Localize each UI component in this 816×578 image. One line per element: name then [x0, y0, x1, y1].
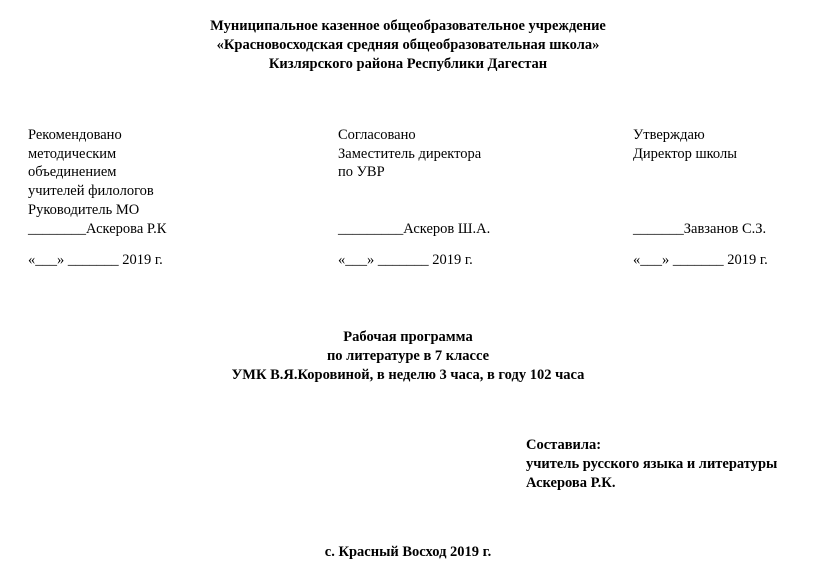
agreed-line: Заместитель директора: [338, 145, 482, 162]
author-line: учитель русского языка и литературы: [526, 456, 778, 472]
spacer: [633, 238, 768, 251]
title-line: по литературе в 7 классе: [326, 348, 490, 364]
author-block: [526, 436, 777, 493]
agreed-line: [338, 182, 490, 201]
title-line: УМК В.Я.Коровиной, в неделю 3 часа, в году 102 часа: [231, 367, 585, 383]
agreed-line: Согласовано: [338, 127, 416, 143]
approved-line: [633, 201, 768, 220]
approved-signature: _______Завзанов С.З.: [633, 220, 767, 237]
author-line: Составила:: [526, 437, 602, 453]
place-year-footer: с. Красный Восход 2019 г.: [324, 544, 492, 560]
approved-line: [633, 163, 768, 182]
title-line: Рабочая программа: [343, 329, 473, 345]
agreed-line: по УВР: [338, 164, 385, 181]
recommended-date: «___» _______ 2019 г.: [28, 252, 163, 269]
approved-date: «___» _______ 2019 г.: [633, 252, 768, 269]
recommended-line: объединением: [28, 164, 117, 181]
header-line: «Красновосходская средняя общеобразовательная школа»: [216, 37, 600, 53]
header-line: Кизлярского района Республики Дагестан: [268, 56, 548, 72]
recommended-line: учителей филологов: [28, 183, 154, 200]
agreed-line: [338, 201, 490, 220]
approved-line: Директор школы: [633, 145, 737, 162]
approved-line: Утверждаю: [633, 127, 705, 143]
spacer: [338, 238, 490, 251]
agreed-signature: _________Аскеров Ш.А.: [338, 220, 491, 237]
recommended-line: Руководитель МО: [28, 201, 140, 218]
agreed-block: [338, 126, 490, 270]
approved-line: [633, 182, 768, 201]
recommended-line: методическим: [28, 145, 117, 162]
agreed-date: «___» _______ 2019 г.: [338, 252, 473, 269]
author-line: Аскерова Р.К.: [526, 475, 616, 491]
approved-block: [633, 126, 768, 270]
recommended-signature: ________Аскерова Р.К: [28, 220, 167, 237]
spacer: [28, 238, 166, 251]
program-title: [0, 328, 816, 385]
institution-header: [0, 17, 816, 74]
recommended-block: [28, 126, 166, 270]
recommended-line: Рекомендовано: [28, 127, 122, 143]
header-line: Муниципальное казенное общеобразовательное учреждение: [210, 18, 606, 34]
